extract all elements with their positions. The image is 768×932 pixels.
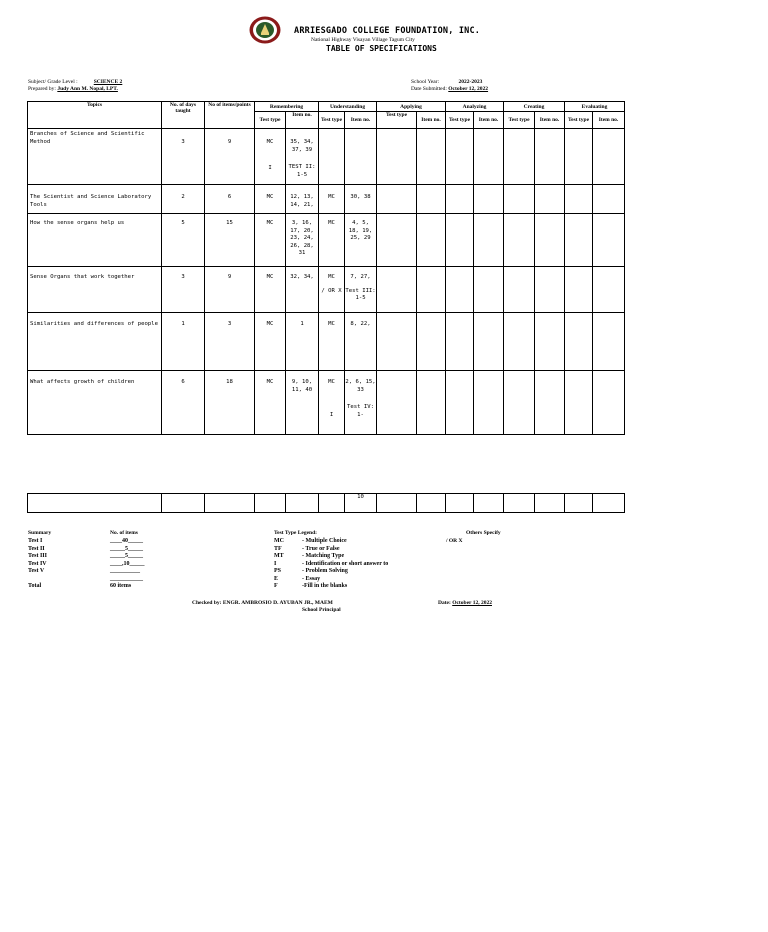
und-items-cell: 30, 38 bbox=[345, 185, 377, 214]
und-items-cell: 7, 27, Test III: 1-5 bbox=[345, 267, 377, 313]
rem-items-cell: 35, 34, 37, 39 TEST II: 1-5 bbox=[286, 129, 319, 185]
table-row bbox=[28, 129, 625, 185]
und-type-cell: MC bbox=[319, 313, 345, 371]
items-cell: 15 bbox=[205, 214, 255, 267]
header-evaluating: Evaluating bbox=[565, 102, 625, 112]
table-row bbox=[28, 371, 625, 435]
table-row bbox=[28, 267, 625, 313]
total-cell: 10 bbox=[345, 494, 377, 513]
summary-title: Summary bbox=[28, 530, 52, 536]
school-seal-logo bbox=[249, 16, 281, 44]
rem-items-cell: 32, 34, bbox=[286, 267, 319, 313]
others-value: / OR X bbox=[446, 538, 463, 544]
subheader-test-type: Test type bbox=[446, 112, 474, 129]
specification-table bbox=[27, 101, 625, 435]
legend-item: I - Identification or short answer to bbox=[274, 560, 389, 567]
items-cell: 9 bbox=[205, 267, 255, 313]
legend-item: E - Essay bbox=[274, 575, 321, 582]
table-row bbox=[28, 214, 625, 267]
legend-list bbox=[274, 538, 434, 591]
summary-row: Test IV ____,10_____ bbox=[28, 560, 145, 567]
und-items-cell: 8, 22, bbox=[345, 313, 377, 371]
prepared-line bbox=[28, 86, 118, 92]
und-type-cell bbox=[319, 129, 345, 185]
header-topics: Topics bbox=[28, 102, 162, 129]
summary-list bbox=[28, 538, 168, 591]
und-items-cell: 2, 6, 15, 33 Test IV: 1- bbox=[345, 371, 377, 435]
subheader-test-type: Test type bbox=[565, 112, 593, 129]
others-title: Others Specify bbox=[466, 530, 501, 536]
items-cell: 18 bbox=[205, 371, 255, 435]
rem-items-cell: 3, 16, 17, 20, 23, 24, 26, 28, 31 bbox=[286, 214, 319, 267]
summary-row: Test I ____40_____ bbox=[28, 538, 143, 544]
und-type-cell: MC / OR X bbox=[319, 267, 345, 313]
school-year-label: School Year: bbox=[411, 79, 440, 85]
legend-item: F -Fill in the blanks bbox=[274, 583, 348, 589]
subheader-item-no: Item no. bbox=[535, 112, 565, 129]
days-cell: 2 bbox=[162, 185, 205, 214]
subject-line bbox=[28, 79, 137, 85]
school-year-value: 2022-2023 bbox=[458, 79, 483, 85]
rem-items-cell: 12, 13, 14, 21, bbox=[286, 185, 319, 214]
date-submitted-line bbox=[411, 86, 488, 92]
items-cell: 9 bbox=[205, 129, 255, 185]
subheader-item-no: Item no. bbox=[474, 112, 504, 129]
rem-type-cell: MC bbox=[255, 267, 286, 313]
days-cell: 3 bbox=[162, 129, 205, 185]
subject-value: SCIENCE 2 bbox=[93, 79, 123, 85]
und-type-cell: MC bbox=[319, 185, 345, 214]
header-items: No of items/points bbox=[205, 102, 255, 129]
days-cell: 6 bbox=[162, 371, 205, 435]
legend-item: MT - Matching Type bbox=[274, 553, 345, 559]
topic-cell: The Scientist and Science Laboratory Tools bbox=[28, 185, 162, 214]
subheader-test-type: Test type bbox=[319, 112, 345, 129]
school-year-line bbox=[411, 79, 482, 85]
checked-by: Checked by: ENGR. AMBROSIO D. AYUBAN JR., MAEM bbox=[192, 600, 333, 606]
table-row bbox=[28, 313, 625, 371]
days-cell: 5 bbox=[162, 214, 205, 267]
principal-position: School Principal bbox=[302, 607, 341, 613]
und-type-cell: MC bbox=[319, 214, 345, 267]
subheader-test-type: Test type bbox=[504, 112, 535, 129]
prepared-value: Judy Ann M. Nopal, LPT. bbox=[57, 86, 118, 92]
date-submitted-label: Date Submitted: bbox=[411, 86, 447, 92]
legend-item: TF - True or False bbox=[274, 545, 340, 552]
date-submitted-value: October 12, 2022 bbox=[448, 86, 489, 92]
topic-cell: Similarities and differences of people bbox=[28, 313, 162, 371]
header-analyzing: Analyzing bbox=[446, 102, 504, 112]
items-cell: 3 bbox=[205, 313, 255, 371]
topic-cell: What affects growth of children bbox=[28, 371, 162, 435]
legend-item: MC - Multiple Choice bbox=[274, 538, 347, 544]
legend-title: Test Type Legend: bbox=[274, 530, 317, 536]
subheader-item-no: Item no. bbox=[417, 112, 446, 129]
summary-count-title: No. of items bbox=[110, 530, 138, 536]
rem-type-cell: MC bbox=[255, 371, 286, 435]
subheader-item-no: Item no. bbox=[593, 112, 625, 129]
und-items-cell: 4, 5, 18, 19, 25, 29 bbox=[345, 214, 377, 267]
und-type-cell: MC I bbox=[319, 371, 345, 435]
items-cell: 6 bbox=[205, 185, 255, 214]
subheader-item-no: Item no. bbox=[286, 112, 319, 129]
summary-row: Test II _____5_____ bbox=[28, 545, 143, 552]
summary-row: Test III _____5_____ bbox=[28, 553, 143, 559]
header-applying: Applying bbox=[377, 102, 446, 112]
days-cell: 3 bbox=[162, 267, 205, 313]
days-cell: 1 bbox=[162, 313, 205, 371]
total-row-table bbox=[27, 493, 625, 513]
topic-cell: How the sense organs help us bbox=[28, 214, 162, 267]
legend-item: PS - Problem Solving bbox=[274, 568, 348, 574]
subheader-test-type: Test type bbox=[255, 112, 286, 129]
rem-items-cell: 9, 10, 11, 40 bbox=[286, 371, 319, 435]
summary-total-row: Total 60 items bbox=[28, 583, 132, 589]
rem-items-cell: 1 bbox=[286, 313, 319, 371]
header-remembering: Remembering bbox=[255, 102, 319, 112]
footer-date: Date: October 12, 2022 bbox=[438, 600, 492, 606]
school-name: ARRIESGADO COLLEGE FOUNDATION, INC. bbox=[294, 26, 481, 36]
und-items-cell bbox=[345, 129, 377, 185]
subject-label: Subject/ Grade Level : bbox=[28, 79, 78, 85]
topic-cell: Branches of Science and Scientific Method bbox=[28, 129, 162, 185]
header-understanding: Understanding bbox=[319, 102, 377, 112]
rem-type-cell: MC bbox=[255, 214, 286, 267]
rem-type-cell: MC bbox=[255, 185, 286, 214]
topic-cell: Sense Organs that work together bbox=[28, 267, 162, 313]
header-creating: Creating bbox=[504, 102, 565, 112]
document-title: TABLE OF SPECIFICATIONS bbox=[326, 44, 437, 53]
subheader-item-no: Item no. bbox=[345, 112, 377, 129]
rem-type-cell: MC bbox=[255, 313, 286, 371]
header-days: No. of days taught bbox=[162, 102, 205, 129]
summary-row: ___________ bbox=[110, 575, 143, 582]
school-address: National Highway Visayan Village Tagum City bbox=[311, 37, 415, 43]
summary-row: Test V __________ bbox=[28, 568, 140, 574]
subheader-test-type: Test type bbox=[377, 112, 417, 129]
rem-type-cell: MC I bbox=[255, 129, 286, 185]
table-row bbox=[28, 185, 625, 214]
prepared-label: Prepared by: bbox=[28, 86, 56, 92]
